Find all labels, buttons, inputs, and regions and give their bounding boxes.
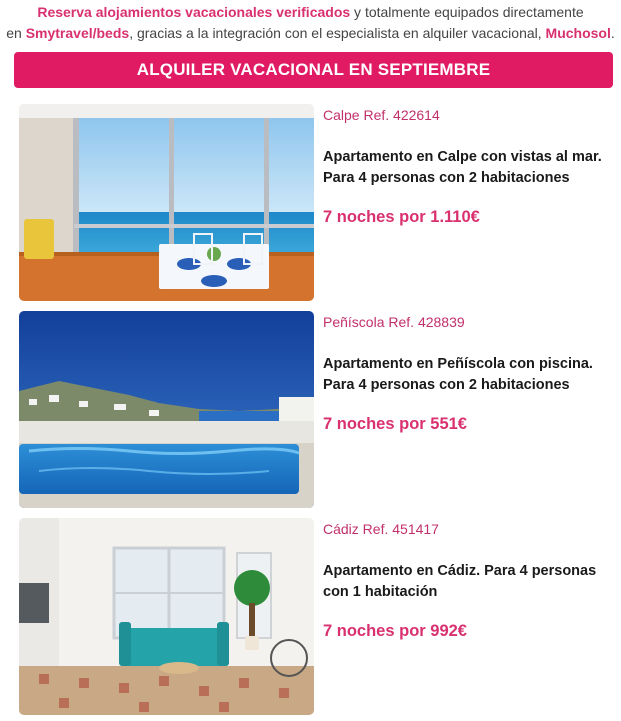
- listing-card[interactable]: [19, 311, 613, 508]
- intro-text-segment: y totalmente equipados directamente: [350, 4, 584, 20]
- listing-price[interactable]: 7 noches por 1.110€: [323, 208, 480, 226]
- listing-card[interactable]: [19, 518, 613, 715]
- listing-photo-peniscola[interactable]: [19, 311, 314, 508]
- intro-text-segment: .: [610, 25, 615, 41]
- intro-text-segment: , gracias a la integración con el especialista en alquiler vacacional,: [129, 25, 546, 41]
- listing-photo-calpe[interactable]: [19, 104, 314, 301]
- listing-ref[interactable]: Peñíscola Ref. 428839: [323, 314, 465, 330]
- listing-photo-cadiz[interactable]: [19, 518, 314, 715]
- listing-price[interactable]: 7 noches por 551€: [323, 415, 467, 433]
- intro-line-2: [0, 23, 621, 44]
- muchosol-link[interactable]: Muchosol: [545, 25, 611, 41]
- listing-title[interactable]: Apartamento en Cádiz. Para 4 personas con 1 habitación: [323, 563, 597, 600]
- listing-ref[interactable]: Calpe Ref. 422614: [323, 107, 440, 123]
- listing-title[interactable]: Apartamento en Peñíscola con piscina. Para 4 personas con 2 habitaciones: [323, 356, 593, 393]
- listing-info: [323, 518, 613, 641]
- intro-line-1: [0, 2, 621, 23]
- listing-info: [323, 311, 613, 434]
- listing-card[interactable]: [19, 104, 613, 301]
- intro-text-segment: en: [6, 25, 26, 41]
- intro-text: [0, 2, 621, 44]
- listing-price[interactable]: 7 noches por 992€: [323, 622, 467, 640]
- listing-info: [323, 104, 613, 227]
- listing-title[interactable]: Apartamento en Calpe con vistas al mar. Para 4 personas con 2 habitaciones: [323, 149, 602, 186]
- smytravel-link[interactable]: Smytravel/beds: [25, 25, 130, 41]
- listing-ref[interactable]: Cádiz Ref. 451417: [323, 521, 439, 537]
- section-banner: [14, 52, 613, 88]
- banner-title: ALQUILER VACACIONAL EN SEPTIEMBRE: [136, 60, 491, 79]
- intro-highlight-verified: Reserva alojamientos vacacionales verificados: [37, 4, 351, 20]
